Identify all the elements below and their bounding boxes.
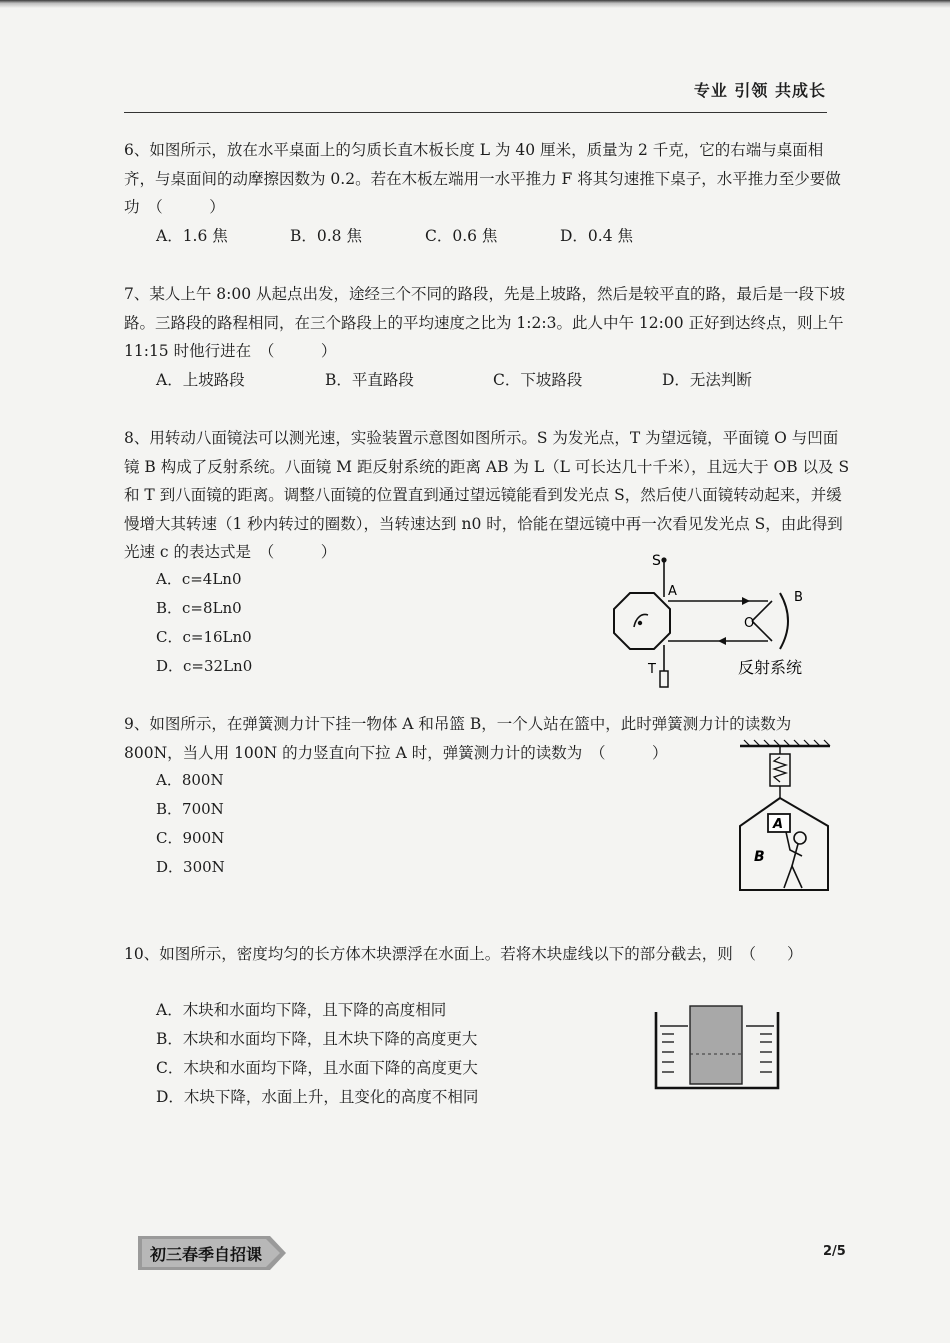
- plane-mirror-o-2: [752, 621, 772, 641]
- arrow-head-return: [718, 637, 726, 645]
- octagon-mirror: [614, 593, 670, 649]
- wooden-block: [690, 1006, 742, 1084]
- q10-option-b[interactable]: B．木块和水面均下降，且木块下降的高度更大: [156, 1030, 478, 1048]
- q7-option-b[interactable]: B．平直路段: [325, 371, 414, 389]
- q9-option-a[interactable]: A．800N: [156, 771, 224, 789]
- telescope-t: [660, 671, 668, 687]
- question-7-text: 7、某人上午 8:00 从起点出发，途经三个不同的路段，先是上坡路，然后是较平直的路，最后是一段下坡路。三路段的路程相同，在三个路段上的平均速度之比为 1:2:3。此人中午 12:00 正好到达终点，则上午 11:15 时他行进在 （ ）: [124, 285, 846, 360]
- q7-option-c[interactable]: C．下坡路段: [493, 371, 583, 389]
- q9-options: [156, 766, 225, 882]
- basket-b: [740, 798, 828, 890]
- question-7: [124, 280, 852, 366]
- q8-option-c[interactable]: C．c=16Ln0: [156, 628, 252, 646]
- label-b: B: [754, 849, 765, 865]
- floating-block-diagram: [652, 1000, 782, 1092]
- q10-option-d[interactable]: D．木块下降，水面上升，且变化的高度不相同: [156, 1088, 479, 1106]
- person-head: [794, 832, 806, 844]
- q6-option-b[interactable]: B．0.8 焦: [290, 227, 362, 245]
- question-10-text: 10、如图所示，密度均匀的长方体木块漂浮在水面上。若将木块虚线以下的部分截去，则 （ ）: [124, 945, 803, 963]
- q9-option-d[interactable]: D．300N: [156, 858, 225, 876]
- label-t: T: [648, 662, 656, 677]
- person-body: [792, 844, 798, 866]
- q8-option-b[interactable]: B．c=8Ln0: [156, 599, 242, 617]
- concave-mirror-b: [780, 593, 788, 649]
- question-10: [124, 940, 852, 969]
- rotation-arrow: [634, 615, 648, 628]
- question-8-text: 8、用转动八面镜法可以测光速，实验装置示意图如图所示。S 为发光点，T 为望远镜，平面镜 O 与凹面镜 B 构成了反射系统。八面镜 M 距反射系统的距离 AB 为 L（L 可长达几十千米），且远大于 OB 以及 S 和 T 到八面镜的距离。调整八面镜的位置直到通过望远镜能看到发光点 S，然后使八面镜转动起来，并缓慢增大其转速（1 秒内转过的圈数），当转速达到 n0 时，恰能在望远镜中再一次看见发光点 S，由此得到光速 c 的表达式是 （ ）: [124, 429, 850, 561]
- label-a: A: [668, 584, 677, 599]
- q8-options: [156, 565, 252, 681]
- question-6-text: 6、如图所示，放在水平桌面上的匀质长直木板长度 L 为 40 厘米，质量为 2 千克，它的右端与桌面相齐，与桌面间的动摩擦因数为 0.2。若在木板左端用一水平推力 F 将其匀速推下桌子，水平推力至少要做功 （ ）: [124, 141, 841, 216]
- plane-mirror-o-1: [752, 601, 772, 621]
- scan-edge: [0, 0, 950, 8]
- q8-option-d[interactable]: D．c=32Ln0: [156, 657, 253, 675]
- label-b: B: [794, 590, 803, 605]
- q6-option-d[interactable]: D．0.4 焦: [560, 227, 634, 245]
- spring-basket-diagram: [730, 738, 842, 898]
- q10-option-c[interactable]: C．木块和水面均下降，且水面下降的高度更大: [156, 1059, 478, 1077]
- q10-options: [156, 996, 478, 1112]
- footer-course-label: 初三春季自招课: [150, 1245, 263, 1264]
- q6-option-a[interactable]: A．1.6 焦: [156, 227, 228, 245]
- q9-option-b[interactable]: B．700N: [156, 800, 224, 818]
- question-6: [124, 136, 852, 222]
- q9-option-c[interactable]: C．900N: [156, 829, 225, 847]
- header-rule: [124, 112, 827, 113]
- spring-coil: [774, 757, 786, 782]
- arrow-head-out: [742, 597, 750, 605]
- q6-option-c[interactable]: C．0.6 焦: [425, 227, 498, 245]
- page-number: 2/5: [823, 1244, 846, 1259]
- label-o: O: [744, 616, 755, 631]
- question-9-text: 9、如图所示，在弹簧测力计下挂一物体 A 和吊篮 B，一个人站在篮中，此时弹簧测力计的读数为 800N，当人用 100N 的力竖直向下拉 A 时，弹簧测力计的读数为 （ ）: [124, 715, 792, 762]
- q7-option-d[interactable]: D．无法判断: [662, 371, 752, 389]
- q8-option-a[interactable]: A．c=4Ln0: [156, 570, 242, 588]
- reflection-system-caption: 反射系统: [738, 658, 803, 677]
- q7-option-a[interactable]: A．上坡路段: [156, 371, 245, 389]
- header-slogan: 专业 引领 共成长: [693, 81, 826, 100]
- light-source-s: [661, 557, 666, 562]
- label-s: S: [652, 553, 661, 569]
- octagon-center: [638, 621, 642, 625]
- label-a: A: [773, 817, 784, 832]
- octagon-mirror-diagram: [600, 545, 830, 695]
- person-legs: [784, 866, 802, 888]
- q10-option-a[interactable]: A．木块和水面均下降，且下降的高度相同: [156, 1001, 447, 1019]
